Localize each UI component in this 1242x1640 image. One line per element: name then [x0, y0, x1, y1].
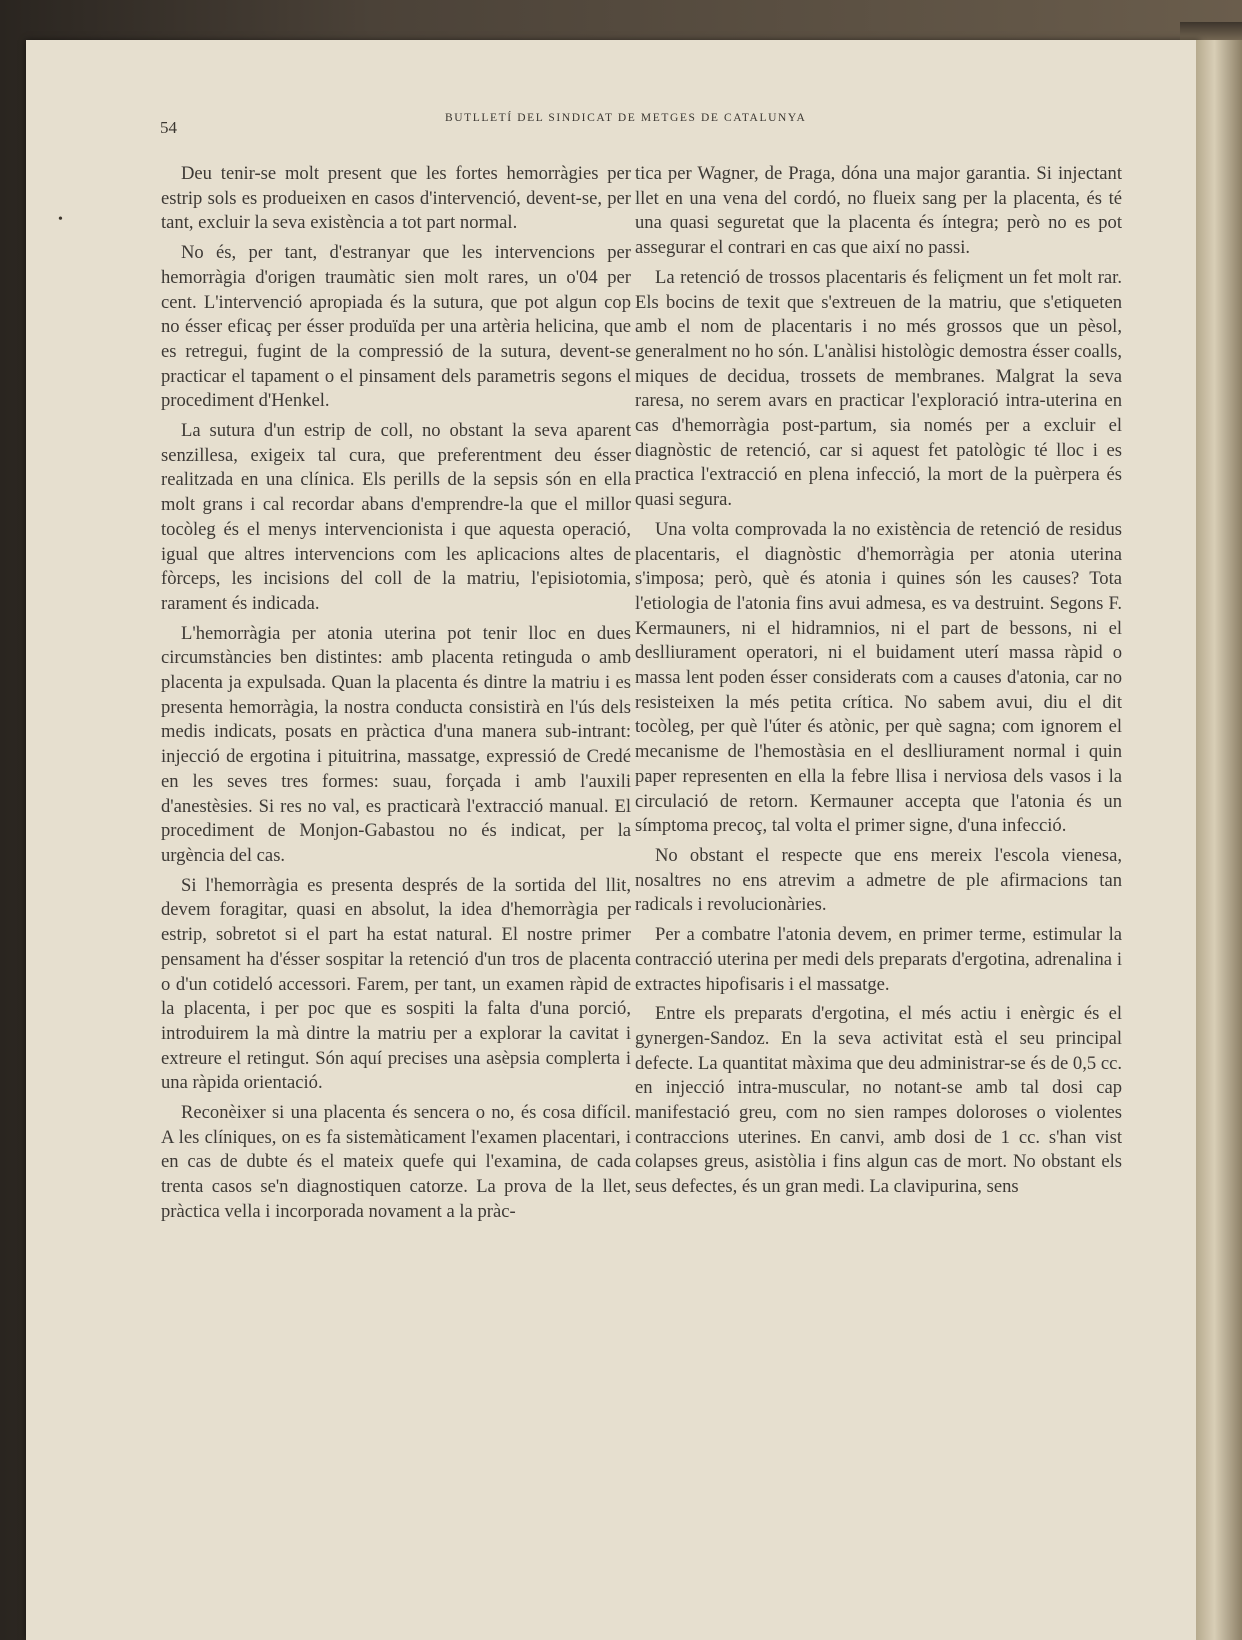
margin-dot: • — [58, 212, 63, 227]
paragraph: Una volta comprovada la no existència de retenció de residus placentaris, el diagnòstic d'hemorràgia per atonia uterina s'imposa; però, què és atonia i quines són les causes? Tota l'etiologia de l'atonia fins avui admesa, es va destruint. Segons F. Kermauners, ni el hidramnios, ni el part de bessons, ni el deslliurament operatori, ni el buidament uterí massa ràpid o massa lent poden ésser considerats com a causes d'atonia, car no resisteixen la més petita crítica. No sabem avui, diu el dit tocòleg, per què l'úter és atònic, per què sagna; com ignorem el mecanisme de l'hemostàsia en el deslliurament normal i quin paper representen en ella la febre llisa i nerviosa dels vasos i la circulació de retorn. Kermauner accepta que l'atonia és un símptoma precoç, tal volta el primer signe, d'una infecció. — [635, 518, 1122, 837]
paragraph: La sutura d'un estrip de coll, no obstant la seva aparent senzillesa, exigeix tal cura, que preferentment deu ésser realitzada en una clínica. Els perills de la sepsis són en ella molt grans i cal recordar abans d'emprendre-la que el millor tocòleg és el menys intervencionista i que aquesta operació, igual que altres intervencions com les aplicacions altes de fòrceps, les incisions del coll de la matriu, l'episiotomia, rarament és indicada. — [161, 420, 631, 614]
paragraph: Per a combatre l'atonia devem, en primer terme, estimular la contracció uterina per medi dels preparats d'ergotina, adrenalina i extractes hipofisaris i el massatge. — [635, 924, 1122, 995]
paragraph: L'hemorràgia per atonia uterina pot tenir lloc en dues circumstàncies ben distintes: amb placenta retinguda o amb placenta ja expulsada. Quan la placenta és dintre la matriu i es presenta hemorràgia, la nostra conducta consistirà en l'ús dels medis indicats, posats en pràctica d'una manera sub-intrant: injecció de ergotina i pituitrina, massatge, expressió de Credé en les seves tres formes: suau, forçada i amb l'auxili d'anestèsies. Si res no val, es practicarà l'extracció manual. El procediment de Monjon-Gabastou no és indicat, per la urgència del cas. — [161, 622, 631, 866]
binding-shadow — [1180, 22, 1242, 42]
paragraph: No és, per tant, d'estranyar que les intervencions per hemorràgia d'origen traumàtic sien molt rares, un o'04 per cent. L'intervenció apropiada és la sutura, que pot algun cop no ésser eficaç per ésser produïda per una artèria helicina, que es retregui, fugint de la compressió de la sutura, devent-se practicar el tapament o el pinsament dels parametris segons el procediment d'Henkel. — [161, 242, 631, 412]
right-column — [635, 162, 1122, 1205]
paragraph: tica per Wagner, de Praga, dóna una major garantia. Si injectant llet en una vena del cordó, no flueix sang per la placenta, és té una quasi seguretat que la placenta és íntegra; però no es pot assegurar el contrari en cas que així no passi. — [635, 163, 1122, 259]
left-column — [161, 162, 631, 1230]
page-stack-edge — [1196, 40, 1242, 1640]
paragraph: Reconèixer si una placenta és sencera o no, és cosa difícil. A les clíniques, on es fa sistemàticament l'examen placentari, i en cas de dubte és el mateix quefe qui l'examina, de cada trenta casos se'n diagnostiquen catorze. La prova de la llet, pràctica vella i incorporada novament a la pràc- — [161, 1102, 631, 1222]
page-header — [160, 100, 1130, 137]
paragraph: No obstant el respecte que ens mereix l'escola vienesa, nosaltres no ens atrevim a admetre de ple afirmacions tan radicals i revolucionàries. — [635, 844, 1122, 916]
paragraph: Entre els preparats d'ergotina, el més actiu i enèrgic és el gynergen-Sandoz. En la seva activitat està el seu principal defecte. La quantitat màxima que deu administrar-se és de 0,5 cc. en injecció intra-muscular, no notant-se amb tal dosi cap manifestació greu, com no sien rampes doloroses o violentes contraccions uterines. En canvi, amb dosi de 1 cc. s'han vist colapses greus, asistòlia i fins algun cas de mort. No obstant els seus defectes, és un gran medi. La clavipurina, sens — [635, 1003, 1122, 1198]
paragraph: Deu tenir-se molt present que les fortes hemorràgies per estrip sols es produeixen en casos d'intervenció, devent-se, per tant, excluir la seva existència a tot part normal. — [161, 163, 631, 234]
page-number: 54 — [160, 118, 177, 137]
paragraph: Si l'hemorràgia es presenta després de la sortida del llit, devem foragitar, quasi en absolut, la idea d'hemorràgia per estrip, sobretot si el part ha estat natural. El nostre primer pensament ha d'ésser sospitar la retenció d'un tros de placenta o d'un cotideló accessori. Farem, per tant, un examen ràpid de la placenta, i per poc que es sospiti la falta d'una porció, introduirem la mà dintre la matriu per a explorar la cavitat i extreure el retingut. Són aquí precises una asèpsia complerta i una ràpida orientació. — [161, 874, 631, 1094]
running-head: BUTLLETÍ DEL SINDICAT DE METGES DE CATALUNYA — [445, 112, 807, 124]
paragraph: La retenció de trossos placentaris és feliçment un fet molt rar. Els bocins de texit que s'extreuen de la matriu, que s'etiqueten amb el nom de placentaris i no més grossos que un pèsol, generalment no ho són. L'anàlisi histològic demostra ésser coalls, miques de decidua, trossets de membranes. Malgrat la seva raresa, no serem avars en practicar l'exploració intra-uterina en cas d'hemorràgia post-partum, sia només per a excluir el diagnòstic de retenció, car si aquest fet patològic té lloc i es practica l'extracció en plena infecció, la mort de la puèrpera és quasi segura. — [635, 266, 1122, 511]
